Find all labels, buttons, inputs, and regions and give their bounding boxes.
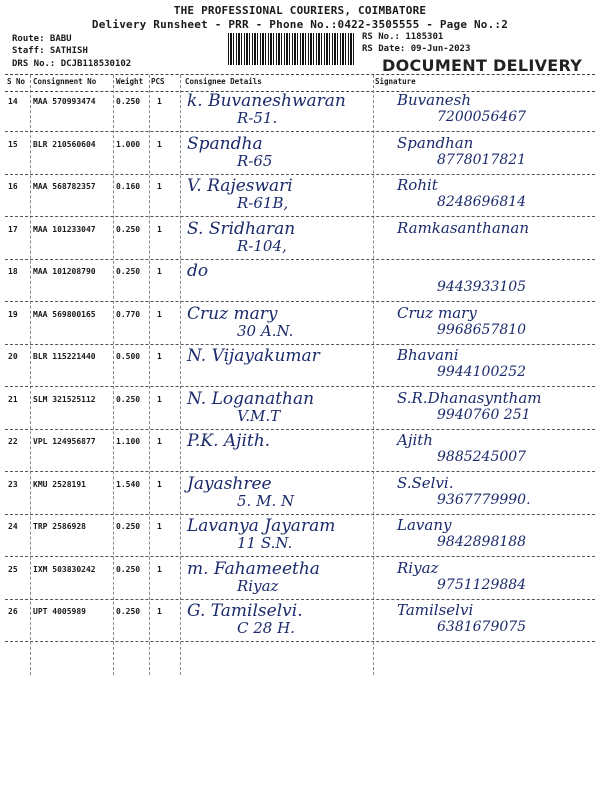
consignee-address: R-61B, [237, 194, 289, 212]
receiver-phone: 9367779990. [437, 491, 531, 508]
consignee-name: S. Sridharan [187, 218, 296, 239]
pcs-cell: 1 [157, 394, 162, 404]
sno-cell: 26 [8, 607, 18, 616]
table-row [5, 346, 595, 387]
runsheet-subtitle: Delivery Runsheet - PRR - Phone No.:0422-3505555 - Page No.:2 [91, 18, 509, 31]
receiver-phone: 9443933105 [437, 279, 527, 295]
document-delivery-stamp: DOCUMENT DELIVERY [382, 56, 583, 75]
receiver-phone: 9751129884 [437, 576, 527, 593]
consignee-name: do [187, 261, 209, 281]
sno-cell: 22 [8, 437, 18, 446]
receiver-phone: 9944100252 [437, 364, 527, 380]
sno-cell: 20 [8, 352, 18, 361]
consignment-cell: IXM 503830242 [33, 564, 96, 574]
weight-cell: 0.250 [116, 394, 141, 404]
rs-number: RS No.: 1185301 [362, 32, 444, 42]
sno-cell: 18 [8, 267, 18, 276]
receiver-phone: 9885245007 [437, 449, 527, 465]
weight-cell: 0.770 [116, 309, 141, 319]
weight-cell: 1.100 [116, 437, 141, 446]
consignee-name: Lavanya Jayaram [187, 516, 336, 536]
signature-handwriting: Riyaz [397, 558, 439, 577]
consignee-address: 30 A.N. [237, 321, 294, 340]
rs-date: RS Date: 09-Jun-2023 [362, 44, 471, 54]
consignment-cell: TRP 2586928 [33, 522, 86, 531]
table-row [5, 304, 595, 345]
sno-cell: 15 [8, 139, 18, 149]
company-title: THE PROFESSIONAL COURIERS, COIMBATORE [173, 4, 427, 17]
consignee-address: R-104, [237, 236, 287, 255]
sno-cell: 24 [8, 522, 18, 531]
receiver-phone: 9842898188 [437, 534, 527, 550]
consignee-name: N. Loganathan [187, 388, 315, 409]
consignee-name: Jayashree [187, 473, 272, 494]
consignee-address: V.M.T [237, 406, 281, 425]
table-row [5, 219, 595, 260]
signature-handwriting: S.R.Dhanasyntham [397, 388, 542, 407]
consignment-cell: MAA 101233047 [33, 224, 96, 234]
consignee-address: R-51. [237, 109, 278, 127]
consignee-name: k. Buvaneshwaran [187, 91, 346, 111]
pcs-cell: 1 [157, 139, 162, 149]
consignment-cell: MAA 568782357 [33, 182, 96, 191]
sno-cell: 19 [8, 309, 18, 319]
pcs-cell: 1 [157, 607, 162, 616]
sno-cell: 16 [8, 182, 18, 191]
signature-handwriting: Ajith [397, 431, 433, 449]
consignee-address: 11 S.N. [237, 534, 293, 552]
consignee-name: N. Vijayakumar [187, 346, 320, 366]
weight-cell: 0.250 [116, 224, 141, 234]
consignee-name: Spandha [187, 133, 263, 154]
receiver-phone: 9968657810 [437, 321, 527, 338]
pcs-cell: 1 [157, 522, 162, 531]
signature-handwriting: Bhavani [397, 346, 459, 364]
signature-handwriting: S.Selvi. [397, 473, 454, 492]
signature-handwriting: Ramkasanthanan [397, 218, 530, 237]
table-row [5, 134, 595, 175]
pcs-cell: 1 [157, 267, 162, 276]
signature-handwriting: Buvanesh [397, 91, 471, 109]
col-consignment: Consignment No [33, 77, 97, 86]
signature-handwriting: Cruz mary [397, 303, 477, 322]
table-row [5, 176, 595, 217]
table-row [5, 474, 595, 515]
consignee-address: R-65 [237, 151, 273, 170]
table-row [5, 261, 595, 302]
consignment-cell: UPT 4005989 [33, 607, 86, 616]
weight-cell: 0.250 [116, 97, 141, 106]
consignment-cell: SLM 321525112 [33, 394, 96, 404]
pcs-cell: 1 [157, 182, 162, 191]
receiver-phone: 8778017821 [437, 151, 527, 168]
consignee-address: C 28 H. [237, 619, 295, 637]
consignee-name: V. Rajeswari [187, 176, 293, 196]
receiver-phone: 6381679075 [437, 619, 527, 635]
weight-cell: 0.250 [116, 267, 141, 276]
weight-cell: 0.250 [116, 607, 141, 616]
table-row [5, 516, 595, 557]
weight-cell: 1.000 [116, 139, 141, 149]
pcs-cell: 1 [157, 309, 162, 319]
pcs-cell: 1 [157, 352, 162, 361]
consignment-cell: BLR 210560604 [33, 139, 96, 149]
col-sno: S No [7, 77, 26, 86]
consignment-cell: KMU 2528191 [33, 479, 86, 489]
table-row [5, 389, 595, 430]
sno-cell: 14 [8, 97, 18, 106]
consignment-cell: BLR 115221440 [33, 352, 96, 361]
sno-cell: 21 [8, 394, 18, 404]
weight-cell: 0.160 [116, 182, 141, 191]
pcs-cell: 1 [157, 479, 162, 489]
receiver-phone: 7200056467 [437, 109, 527, 125]
drs-number: DRS No.: DCJB118530102 [12, 59, 132, 69]
sno-cell: 17 [8, 224, 18, 234]
route-label: Route: BABU [12, 34, 72, 44]
consignee-name: m. Fahameetha [187, 558, 320, 579]
col-signature: Signature [375, 77, 416, 86]
signature-handwriting: Lavany [397, 516, 452, 534]
signature-handwriting: Spandhan [397, 133, 474, 152]
weight-cell: 1.540 [116, 479, 141, 489]
col-pcs: PCS [151, 77, 165, 86]
table-row [5, 431, 595, 472]
consignee-name: P.K. Ajith. [187, 431, 271, 451]
sno-cell: 23 [8, 479, 18, 489]
col-weight: Weight [116, 77, 144, 86]
consignee-name: G. Tamilselvi. [187, 601, 303, 621]
staff-label: Staff: SATHISH [12, 46, 88, 56]
pcs-cell: 1 [157, 437, 162, 446]
table-row [5, 91, 595, 132]
table-header [5, 74, 595, 92]
pcs-cell: 1 [157, 564, 162, 574]
consignment-cell: MAA 570993474 [33, 97, 96, 106]
signature-handwriting: Rohit [397, 176, 438, 194]
weight-cell: 0.250 [116, 564, 141, 574]
receiver-phone: 9940760 251 [437, 406, 531, 423]
consignee-address: Riyaz [237, 576, 279, 595]
consignee-name: Cruz mary [187, 303, 278, 324]
pcs-cell: 1 [157, 97, 162, 106]
consignment-cell: MAA 569800165 [33, 309, 96, 319]
table-row [5, 601, 595, 642]
col-consignee: Consignee Details [185, 77, 262, 86]
consignment-cell: MAA 101208790 [33, 267, 96, 276]
barcode-image [228, 33, 354, 65]
consignment-cell: VPL 124956877 [33, 437, 96, 446]
pcs-cell: 1 [157, 224, 162, 234]
signature-handwriting: Tamilselvi [397, 601, 474, 619]
receiver-phone: 8248696814 [437, 194, 527, 210]
consignee-address: 5. M. N [237, 491, 295, 510]
weight-cell: 0.500 [116, 352, 141, 361]
weight-cell: 0.250 [116, 522, 141, 531]
sno-cell: 25 [8, 564, 18, 574]
table-row [5, 559, 595, 600]
